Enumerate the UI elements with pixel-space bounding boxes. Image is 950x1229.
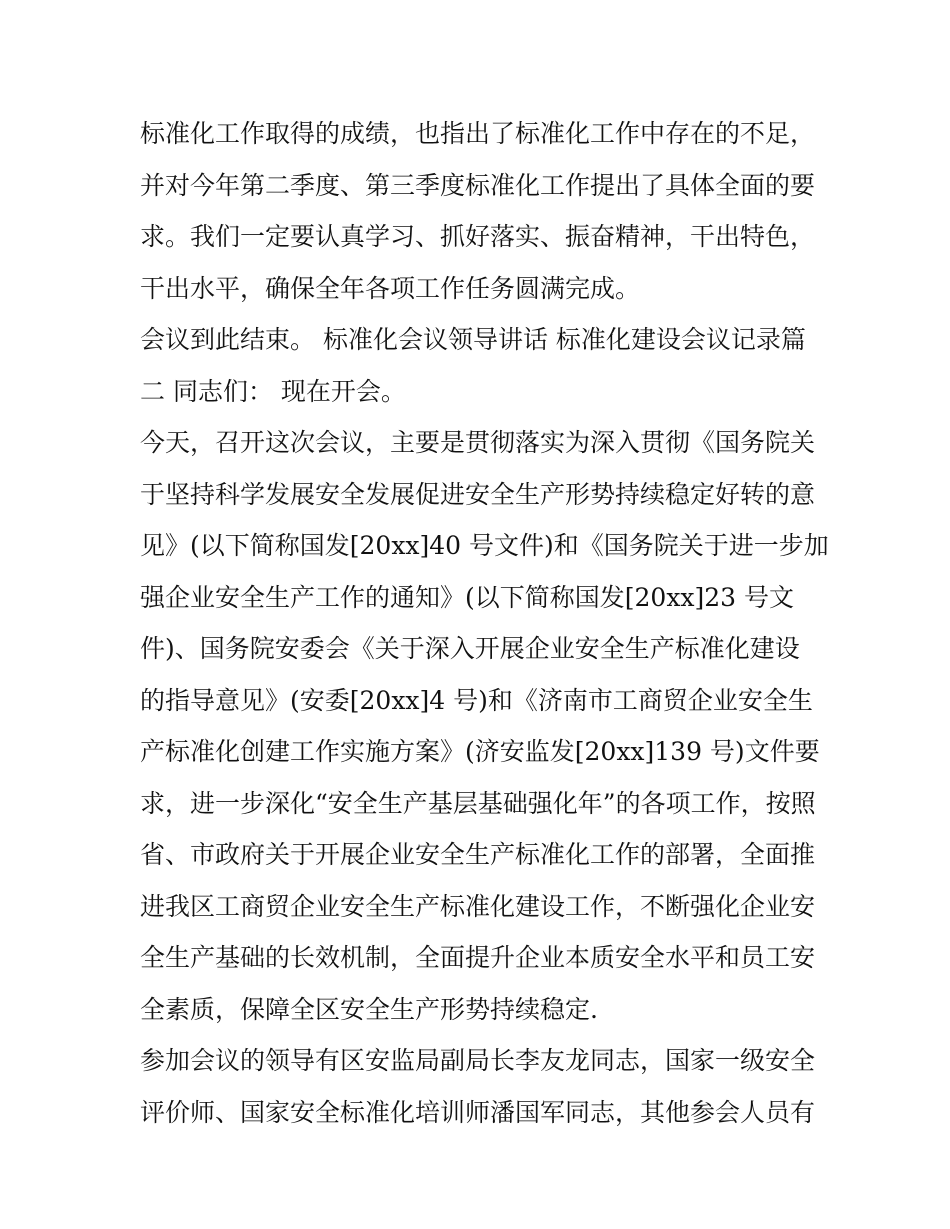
text-line: 并对今年第二季度、第三季度标准化工作提出了具体全面的要: [140, 170, 816, 200]
text-line: 会议到此结束。 标准化会议领导讲话 标准化建设会议记录篇: [140, 325, 806, 354]
text-line: 今天，召开这次会议，主要是贯彻落实为深入贯彻《国务院关: [140, 428, 816, 457]
text-line: 参加会议的领导有区安监局副局长李友龙同志，国家一级安全: [140, 1046, 816, 1075]
text-line: 全素质，保障全区安全生产形势持续稳定.: [140, 994, 598, 1024]
text-line: 强企业安全生产工作的通知》(以下简称国发[20xx]23 号文: [140, 582, 795, 612]
text-line: 二 同志们： 现在开会。: [140, 376, 406, 406]
text-line: 于坚持科学发展安全发展促进安全生产形势持续稳定好转的意: [140, 479, 816, 509]
text-line: 件)、国务院安委会《关于深入开展企业安全生产标准化建设: [140, 634, 800, 663]
text-line: 求，进一步深化“安全生产基层基础强化年”的各项工作，按照: [140, 788, 816, 818]
text-line: 见》(以下简称国发[20xx]40 号文件)和《国务院关于进一步加: [140, 531, 829, 560]
text-line: 进我区工商贸企业安全生产标准化建设工作，不断强化企业安: [140, 891, 816, 921]
text-line: 产标准化创建工作实施方案》(济安监发[20xx]139 号)文件要: [140, 737, 820, 766]
text-line: 省、市政府关于开展企业安全生产标准化工作的部署，全面推: [140, 840, 816, 869]
document-body: [140, 108, 829, 1138]
text-line: 评价师、国家安全标准化培训师潘国军同志，其他参会人员有: [140, 1097, 816, 1127]
text-line: 标准化工作取得的成绩，也指出了标准化工作中存在的不足，: [140, 119, 816, 148]
text-line: 求。我们一定要认真学习、抓好落实、振奋精神，干出特色，: [140, 222, 816, 251]
text-line: 干出水平，确保全年各项工作任务圆满完成。: [140, 273, 641, 303]
text-line: 的指导意见》(安委[20xx]4 号)和《济南市工商贸企业安全生: [140, 685, 813, 715]
text-line: 全生产基础的长效机制，全面提升企业本质安全水平和员工安: [140, 943, 816, 972]
